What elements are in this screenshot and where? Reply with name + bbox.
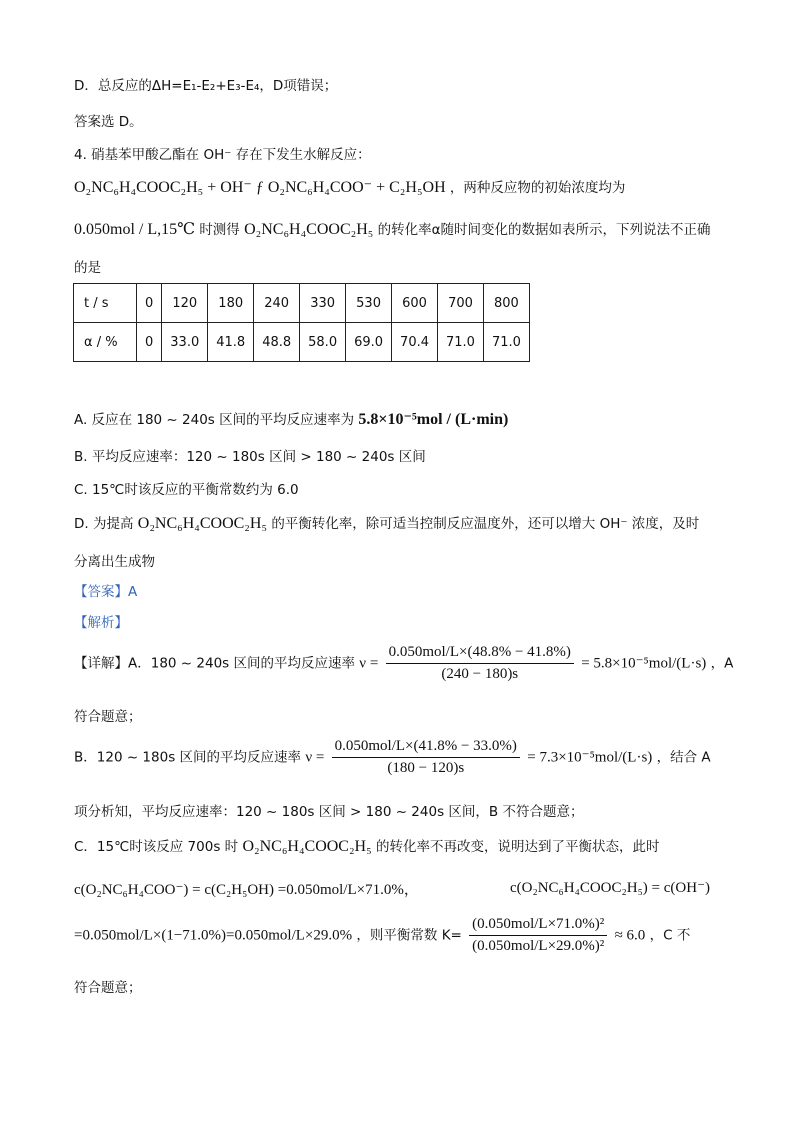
explain-c-tail: ，C 不: [649, 927, 691, 944]
option-a-text: A. 反应在 180 ~ 240s 区间的平均反应速率为: [74, 412, 355, 428]
rate-result-b: = 7.3×10⁻⁵mol/(L·s): [527, 749, 653, 766]
explain-c-formula: O₂NC₆H₄COOC₂H₅: [242, 838, 372, 855]
option-a-formula: 5.8×10⁻⁵mol / (L·min): [358, 411, 509, 428]
option-c: C. 15℃时该反应的平衡常数约为 6.0: [74, 482, 299, 498]
table-cell: 70.4: [392, 323, 438, 362]
table-cell: 120: [162, 284, 208, 323]
question-4-title: 4. 硝基苯甲酸乙酯在 OH⁻ 存在下发生水解反应：: [74, 147, 371, 163]
table-cell: 71.0: [483, 323, 529, 362]
explain-a-text: 【详解】A．180 ~ 240s 区间的平均反应速率: [74, 655, 355, 672]
conversion-data-table: [73, 283, 530, 362]
equation-tail: ，两种反应物的初始浓度均为: [449, 180, 626, 196]
table-row: [74, 284, 530, 323]
explain-b-text: B．120 ~ 180s 区间的平均反应速率: [74, 749, 302, 766]
option-d: [74, 512, 699, 533]
fraction-denominator: (0.050mol/L×29.0%)²: [472, 938, 605, 954]
table-row: [74, 323, 530, 362]
answer-label: 【答案】A: [74, 584, 138, 600]
explain-b-continued: 项分析知，平均反应速率：120 ~ 180s 区间 > 180 ~ 240s 区间，B 不符合题意；: [74, 804, 584, 820]
fraction-denominator: (180 − 120)s: [387, 760, 465, 776]
explain-b: [74, 738, 711, 777]
explain-c-text-b: 的转化率不再改变，说明达到了平衡状态，此时: [375, 839, 660, 855]
rate-symbol: ν =: [305, 749, 325, 766]
rate-result-a: = 5.8×10⁻⁵mol/(L·s): [581, 655, 707, 672]
previous-option-d: D．总反应的ΔH=E₁-E₂+E₃-E₄，D项错误；: [74, 78, 338, 94]
table-cell: 41.8: [208, 323, 254, 362]
option-a: [74, 408, 508, 429]
rate-fraction-a: [386, 644, 574, 683]
concentration-value: 0.050mol / L,15℃: [74, 221, 196, 238]
explain-c: [74, 835, 659, 856]
constant-result: ≈ 6.0: [614, 927, 646, 944]
previous-answer: 答案选 D。: [74, 114, 143, 130]
table-cell: 530: [346, 284, 392, 323]
question-4-equation-line: [74, 176, 625, 197]
table-cell: 240: [254, 284, 300, 323]
table-cell: 0: [137, 284, 162, 323]
fraction-denominator: (240 − 180)s: [441, 666, 519, 682]
analysis-label: 【解析】: [74, 615, 128, 631]
fraction-numerator: 0.050mol/L×(48.8% − 41.8%): [386, 644, 574, 664]
table-cell: 800: [483, 284, 529, 323]
question-4-condition-end: 的是: [74, 260, 101, 276]
condition-text-a: 时测得: [199, 222, 240, 238]
condition-text-b: 的转化率α随时间变化的数据如表所示，下列说法不正确: [377, 222, 711, 238]
explain-c-continued: 符合题意；: [74, 980, 142, 996]
fraction-numerator: (0.050mol/L×71.0%)²: [469, 916, 607, 936]
option-d-text-a: D. 为提高: [74, 516, 134, 532]
constant-fraction: [469, 916, 607, 955]
equilibrium-constant-line: [74, 916, 690, 955]
table-cell: 58.0: [300, 323, 346, 362]
option-d-text-b: 的平衡转化率，除可适当控制反应温度外，还可以增大 OH⁻ 浓度，及时: [271, 516, 700, 532]
equilibrium-eq-3: =0.050mol/L×(1−71.0%)=0.050mol/L×29.0%: [74, 927, 353, 944]
table-cell: 0: [137, 323, 162, 362]
table-cell: 700: [438, 284, 484, 323]
constant-label: ，则平衡常数 K=: [356, 927, 462, 944]
table-cell: 71.0: [438, 323, 484, 362]
explain-a-continued: 符合题意；: [74, 709, 142, 725]
table-header-time: t / s: [74, 284, 137, 323]
option-d-formula: O₂NC₆H₄COOC₂H₅: [137, 515, 268, 532]
question-4-condition-line: [74, 218, 711, 239]
table-cell: 48.8: [254, 323, 300, 362]
table-cell: 180: [208, 284, 254, 323]
rate-fraction-b: [332, 738, 520, 777]
table-cell: 600: [392, 284, 438, 323]
equilibrium-eq-2: c(O₂NC₆H₄COOC₂H₅) = c(OH⁻): [510, 880, 710, 896]
equilibrium-eq-1: c(O₂NC₆H₄COO⁻) = c(C₂H₅OH) =0.050mol/L×71.0%，: [74, 882, 419, 898]
option-b: B. 平均反应速率：120 ~ 180s 区间 > 180 ~ 240s 区间: [74, 449, 426, 465]
table-header-conversion: α / %: [74, 323, 137, 362]
ester-formula: O₂NC₆H₄COOC₂H₅: [244, 221, 374, 238]
fraction-numerator: 0.050mol/L×(41.8% − 33.0%): [332, 738, 520, 758]
reaction-equation: O₂NC₆H₄COOC₂H₅ + OH⁻ ƒ O₂NC₆H₄COO⁻ + C₂H₅OH: [74, 179, 446, 196]
table-cell: 69.0: [346, 323, 392, 362]
option-d-continued: 分离出生成物: [74, 554, 155, 570]
explain-a-post: ，A: [710, 655, 734, 672]
explain-a: [74, 644, 733, 683]
explain-c-text-a: C．15℃时该反应 700s 时: [74, 839, 239, 855]
table-cell: 33.0: [162, 323, 208, 362]
table-cell: 330: [300, 284, 346, 323]
rate-symbol: ν =: [359, 655, 379, 672]
explain-b-post: ，结合 A: [656, 749, 711, 766]
